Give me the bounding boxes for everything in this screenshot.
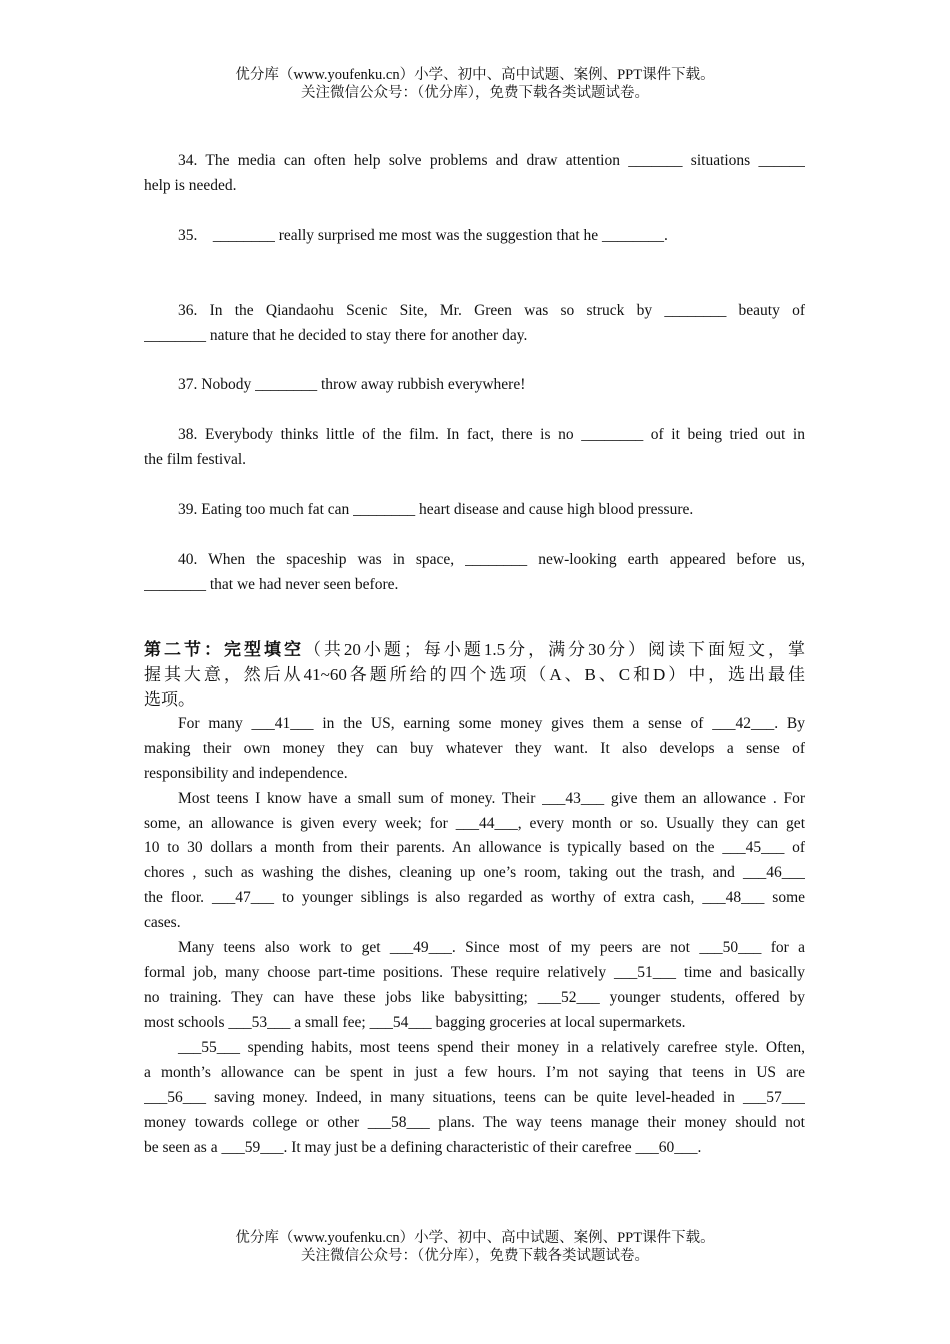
passage-p4-line-1: ___55___ spending habits, most teens spend their money in a relatively carefree style. Often,: [178, 1038, 805, 1056]
q40-stem-line-1: 40. When the spaceship was in space, ________ new-looking earth appeared before us,: [178, 550, 805, 568]
passage-p3-line-1: Many teens also work to get ___49___. Since most of my peers are not ___50___ for a: [178, 939, 805, 957]
q37-options: [144, 398, 805, 423]
passage-p4-line-4: money towards college or other ___58___ plans. The way teens manage their money should not: [144, 1113, 805, 1131]
passage-p4-line-3: ___56___ saving money. Indeed, in many situations, teens can be quite level-headed in ___57___: [144, 1088, 805, 1106]
q36-options: [144, 348, 805, 373]
q35-options-ab: [144, 249, 805, 274]
section-2-intro-line-2: 握其大意，然后从41~60各题所给的四个选项（A、B、C和D）中，选出最佳: [144, 664, 805, 684]
passage-p2-line-2: some, an allowance is given every week; for ___44___, every month or so. Usually they can get: [144, 814, 805, 832]
q39-stem: 39. Eating too much fat can ________ heart disease and cause high blood pressure.: [178, 501, 694, 519]
passage-p1-line-2: making their own money they can buy whatever they want. It also develops a sense of: [144, 739, 805, 757]
passage-p2-line-6: cases.: [144, 914, 181, 932]
page-header: [0, 66, 950, 102]
q34-options: [144, 199, 805, 224]
q38-stem-line-1: 38. Everybody thinks little of the film. In fact, there is no ________ of it being tried out in: [178, 426, 805, 444]
footer-line-1: 优分库（www.youfenku.cn）小学、初中、高中试题、案例、PPT课件下载。: [235, 1230, 715, 1246]
passage-p4-line-2: a month’s allowance can be spent in just a few hours. I’m not saying that teens in US are: [144, 1063, 805, 1081]
section-2-intro-line-1: （共20小题；每小题1.5分，满分30分）阅读下面短文，掌: [303, 639, 805, 659]
q36-stem-line-2: ________ nature that he decided to stay there for another day.: [144, 326, 528, 344]
section-2-intro-line-3: 选项。: [144, 689, 195, 709]
passage-p3-line-4: most schools ___53___ a small fee; ___54___ bagging groceries at local supermarkets.: [144, 1014, 686, 1031]
header-line-1: 优分库（www.youfenku.cn）小学、初中、高中试题、案例、PPT课件下载。: [235, 67, 715, 83]
passage-p4-line-5: be seen as a ___59___. It may just be a defining characteristic of their carefree ___60___.: [144, 1138, 702, 1156]
passage-p2-line-1: Most teens I know have a small sum of money. Their ___43___ give them an allowance . For: [178, 789, 805, 807]
q38-options: [144, 473, 805, 498]
q33-options: [144, 124, 805, 149]
q40-options: [144, 598, 805, 623]
passage-p1-line-1: For many ___41___ in the US, earning some money gives them a sense of ___42___. By: [178, 714, 805, 732]
footer-line-2: 关注微信公众号：（优分库），免费下载各类试题试卷。: [301, 1248, 649, 1264]
passage-p2-line-4: chores , such as washing the dishes, cleaning up one’s room, taking out the trash, and ___46___: [144, 864, 805, 882]
page-footer: [0, 1229, 950, 1265]
section-2-title: 第二节：完型填空: [144, 639, 304, 659]
passage-p2-line-3: 10 to 30 dollars a month from their parents. An allowance is typically based on the ___45___ of: [144, 839, 805, 857]
q42-options: [144, 1186, 805, 1211]
passage-p3-line-3: no training. They can have these jobs like babysitting; ___52___ younger students, offered by: [144, 989, 805, 1007]
passage-p2-line-5: the floor. ___47___ to younger siblings is also regarded as worthy of extra cash, ___48___ some: [144, 889, 805, 907]
q41-options: [144, 1161, 805, 1186]
passage-p1-line-3: responsibility and independence.: [144, 764, 348, 782]
q36-stem-line-1: 36. In the Qiandaohu Scenic Site, Mr. Green was so struck by ________ beauty of: [178, 301, 805, 319]
q35-options-cd: [144, 274, 805, 299]
exam-content: [144, 124, 805, 1211]
q35-stem: 35. ________ really surprised me most was the suggestion that he ________.: [178, 226, 668, 244]
header-line-2: 关注微信公众号：（优分库），免费下载各类试题试卷。: [301, 85, 649, 101]
q34-stem-line-2: help is needed.: [144, 176, 237, 194]
section-2-intro: [144, 637, 805, 712]
q39-options: [144, 523, 805, 548]
passage-p3-line-2: formal job, many choose part-time positions. These require relatively ___51___ time and basically: [144, 964, 805, 982]
q37-stem: 37. Nobody ________ throw away rubbish everywhere!: [178, 376, 526, 394]
q34-stem-line-1: 34. The media can often help solve problems and draw attention _______ situations ______: [178, 151, 805, 169]
q38-stem-line-2: the film festival.: [144, 451, 247, 469]
q40-stem-line-2: ________ that we had never seen before.: [144, 575, 399, 593]
